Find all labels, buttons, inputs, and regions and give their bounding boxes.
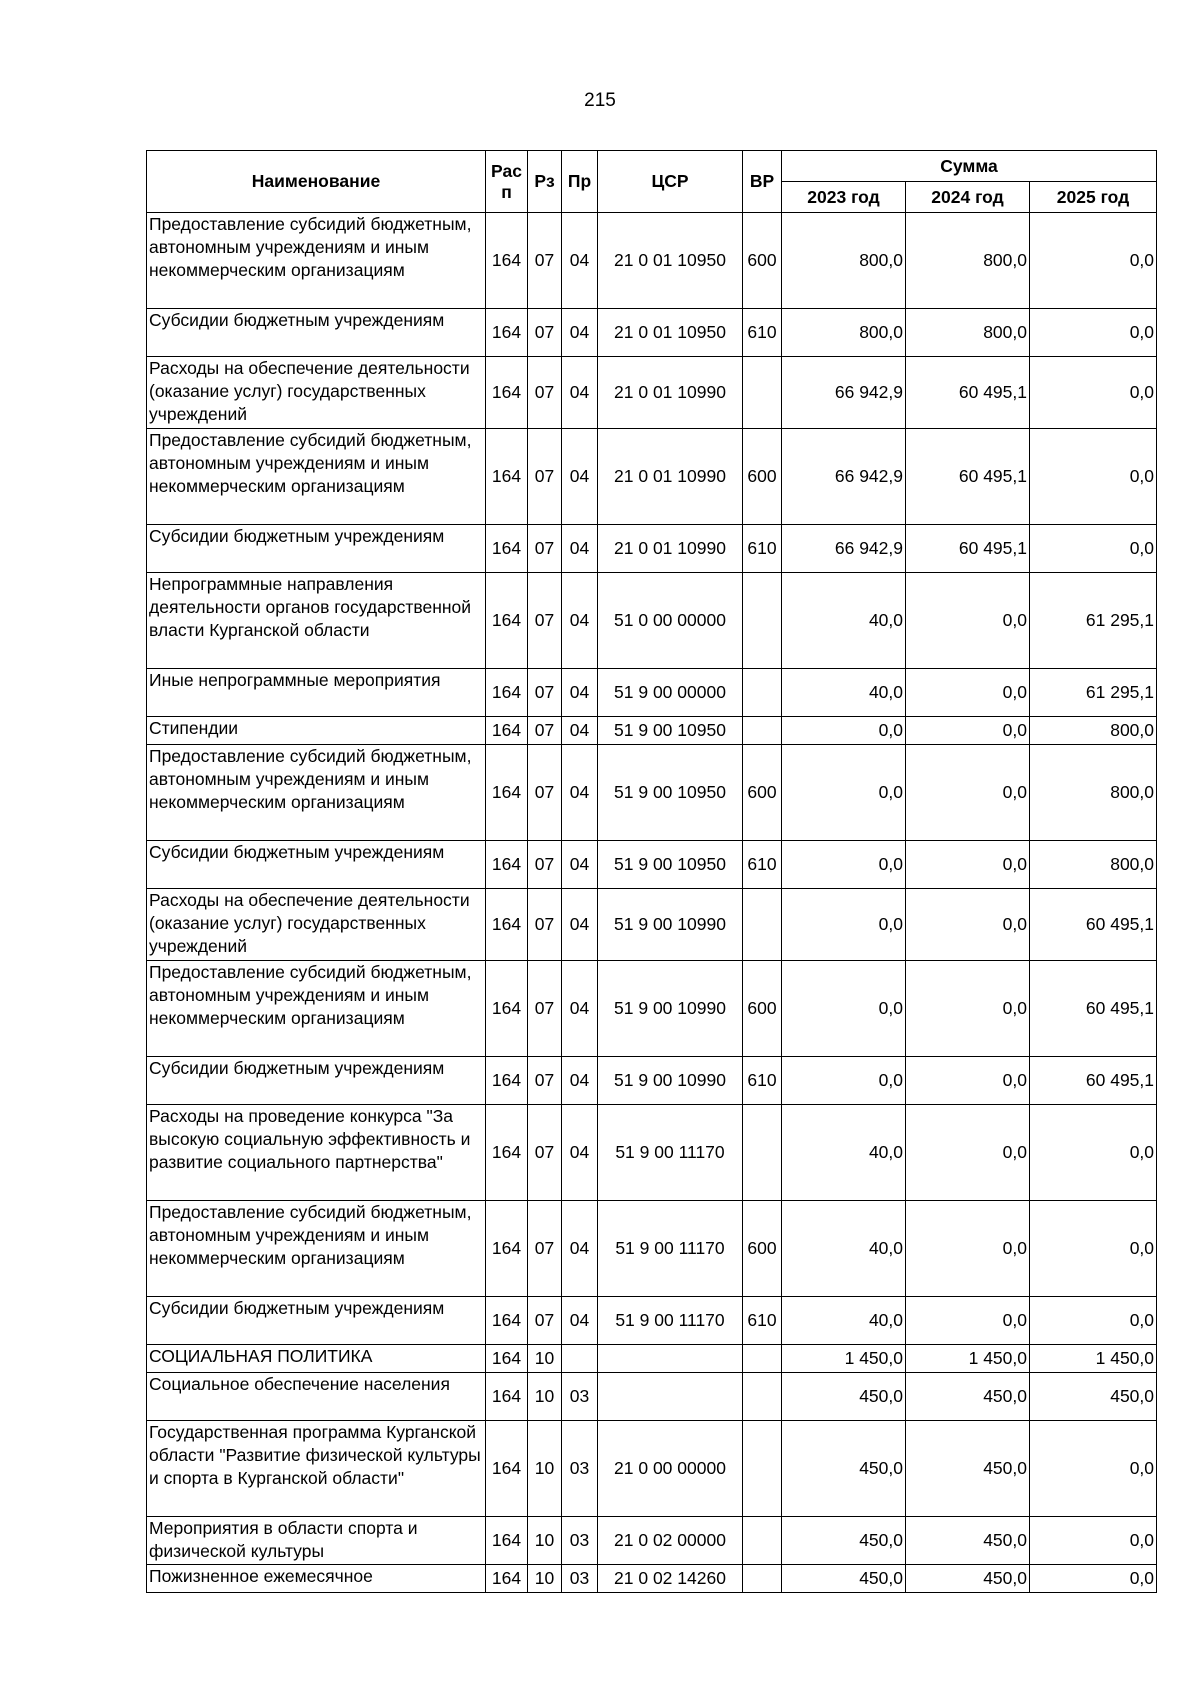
row-name: СОЦИАЛЬНАЯ ПОЛИТИКА (147, 1345, 486, 1373)
row-amount-2023: 40,0 (782, 1297, 906, 1345)
row-csr: 21 0 01 10990 (598, 525, 743, 573)
table-row (147, 573, 1157, 669)
row-amount-2024: 60 495,1 (906, 525, 1030, 573)
row-amount-2025: 0,0 (1030, 525, 1157, 573)
row-name: Мероприятия в области спорта и физической культуры (147, 1517, 486, 1565)
row-rz: 07 (528, 669, 562, 717)
row-name: Расходы на обеспечение деятельности (оказание услуг) государственных учреждений (147, 357, 486, 429)
row-pr: 04 (562, 841, 598, 889)
row-pr: 03 (562, 1421, 598, 1517)
row-rasp: 164 (486, 525, 528, 573)
row-vr: 610 (743, 525, 782, 573)
header-summa: Сумма (782, 151, 1157, 182)
row-pr: 03 (562, 1373, 598, 1421)
table-row (147, 717, 1157, 745)
row-vr (743, 1373, 782, 1421)
row-csr: 51 9 00 10990 (598, 961, 743, 1057)
row-amount-2025: 61 295,1 (1030, 669, 1157, 717)
row-amount-2025: 0,0 (1030, 429, 1157, 525)
row-amount-2023: 0,0 (782, 841, 906, 889)
row-vr: 600 (743, 745, 782, 841)
row-vr: 600 (743, 1201, 782, 1297)
row-name: Субсидии бюджетным учреждениям (147, 309, 486, 357)
row-amount-2023: 800,0 (782, 309, 906, 357)
row-vr (743, 1565, 782, 1593)
row-amount-2025: 1 450,0 (1030, 1345, 1157, 1373)
row-amount-2024: 0,0 (906, 961, 1030, 1057)
page-number: 215 (584, 90, 616, 111)
budget-table (146, 150, 1157, 1593)
row-rz: 07 (528, 213, 562, 309)
table-row (147, 1517, 1157, 1565)
header-year-2024: 2024 год (906, 182, 1030, 213)
row-amount-2023: 66 942,9 (782, 357, 906, 429)
row-amount-2025: 0,0 (1030, 1105, 1157, 1201)
row-vr (743, 717, 782, 745)
table-row (147, 1297, 1157, 1345)
table-row (147, 1421, 1157, 1517)
row-csr: 21 0 01 10950 (598, 309, 743, 357)
row-pr: 04 (562, 745, 598, 841)
row-name: Государственная программа Курганской области "Развитие физической культуры и спорта в Курганской области" (147, 1421, 486, 1517)
row-vr (743, 1421, 782, 1517)
row-amount-2025: 0,0 (1030, 1297, 1157, 1345)
row-amount-2023: 450,0 (782, 1517, 906, 1565)
row-amount-2025: 60 495,1 (1030, 961, 1157, 1057)
row-csr: 21 0 02 00000 (598, 1517, 743, 1565)
header-name: Наименование (147, 151, 486, 213)
row-amount-2025: 0,0 (1030, 213, 1157, 309)
table-row (147, 1373, 1157, 1421)
row-vr: 600 (743, 961, 782, 1057)
row-rz: 10 (528, 1373, 562, 1421)
row-amount-2024: 1 450,0 (906, 1345, 1030, 1373)
row-amount-2024: 0,0 (906, 889, 1030, 961)
header-pr: Пр (562, 151, 598, 213)
row-amount-2024: 0,0 (906, 1057, 1030, 1105)
row-pr: 03 (562, 1517, 598, 1565)
row-csr (598, 1373, 743, 1421)
row-rasp: 164 (486, 889, 528, 961)
row-rz: 10 (528, 1421, 562, 1517)
row-amount-2024: 0,0 (906, 669, 1030, 717)
row-pr: 04 (562, 357, 598, 429)
row-rasp: 164 (486, 1373, 528, 1421)
row-amount-2025: 450,0 (1030, 1373, 1157, 1421)
row-pr: 04 (562, 889, 598, 961)
row-vr (743, 889, 782, 961)
row-rasp: 164 (486, 669, 528, 717)
row-rasp: 164 (486, 717, 528, 745)
row-csr: 21 0 02 14260 (598, 1565, 743, 1593)
row-vr (743, 1345, 782, 1373)
header-vr: ВР (743, 151, 782, 213)
row-rz: 07 (528, 525, 562, 573)
row-name: Стипендии (147, 717, 486, 745)
row-rasp: 164 (486, 1297, 528, 1345)
row-csr: 21 0 00 00000 (598, 1421, 743, 1517)
row-amount-2024: 800,0 (906, 213, 1030, 309)
row-vr: 610 (743, 309, 782, 357)
row-rasp: 164 (486, 357, 528, 429)
header-year-2023: 2023 год (782, 182, 906, 213)
row-rz: 07 (528, 309, 562, 357)
row-pr: 04 (562, 961, 598, 1057)
row-amount-2023: 66 942,9 (782, 525, 906, 573)
row-rz: 07 (528, 841, 562, 889)
row-vr (743, 1105, 782, 1201)
row-csr: 51 9 00 10990 (598, 1057, 743, 1105)
row-amount-2025: 0,0 (1030, 309, 1157, 357)
row-rasp: 164 (486, 309, 528, 357)
row-csr: 51 0 00 00000 (598, 573, 743, 669)
row-name: Пожизненное ежемесячное (147, 1565, 486, 1593)
table-row (147, 1057, 1157, 1105)
row-rasp: 164 (486, 213, 528, 309)
table-row (147, 309, 1157, 357)
row-amount-2025: 800,0 (1030, 745, 1157, 841)
row-name: Предоставление субсидий бюджетным, автономным учреждениям и иным некоммерческим организациям (147, 745, 486, 841)
table-row (147, 429, 1157, 525)
row-amount-2024: 60 495,1 (906, 357, 1030, 429)
row-amount-2023: 40,0 (782, 1105, 906, 1201)
row-rz: 07 (528, 745, 562, 841)
row-amount-2024: 450,0 (906, 1517, 1030, 1565)
row-amount-2025: 800,0 (1030, 841, 1157, 889)
row-rasp: 164 (486, 841, 528, 889)
row-amount-2023: 40,0 (782, 669, 906, 717)
row-name: Субсидии бюджетным учреждениям (147, 1297, 486, 1345)
row-rasp: 164 (486, 1057, 528, 1105)
table-row (147, 1345, 1157, 1373)
row-pr: 04 (562, 213, 598, 309)
row-name: Непрограммные направления деятельности органов государственной власти Курганской области (147, 573, 486, 669)
row-csr: 21 0 01 10950 (598, 213, 743, 309)
row-name: Предоставление субсидий бюджетным, автономным учреждениям и иным некоммерческим организациям (147, 961, 486, 1057)
row-pr: 03 (562, 1565, 598, 1593)
row-csr: 51 9 00 10950 (598, 841, 743, 889)
row-pr: 04 (562, 1057, 598, 1105)
row-rz: 07 (528, 573, 562, 669)
row-amount-2024: 0,0 (906, 1297, 1030, 1345)
row-rz: 07 (528, 429, 562, 525)
row-pr (562, 1345, 598, 1373)
row-pr: 04 (562, 525, 598, 573)
table-row (147, 1105, 1157, 1201)
table-row (147, 669, 1157, 717)
row-amount-2025: 60 495,1 (1030, 889, 1157, 961)
row-rz: 07 (528, 1105, 562, 1201)
row-csr: 21 0 01 10990 (598, 357, 743, 429)
row-csr: 51 9 00 11170 (598, 1297, 743, 1345)
row-rasp: 164 (486, 1201, 528, 1297)
header-row (147, 151, 1157, 182)
row-csr: 51 9 00 00000 (598, 669, 743, 717)
row-amount-2023: 0,0 (782, 961, 906, 1057)
table-row (147, 213, 1157, 309)
row-pr: 04 (562, 1297, 598, 1345)
row-rasp: 164 (486, 429, 528, 525)
row-name: Иные непрограммные мероприятия (147, 669, 486, 717)
row-amount-2024: 0,0 (906, 841, 1030, 889)
row-pr: 04 (562, 717, 598, 745)
row-amount-2024: 0,0 (906, 745, 1030, 841)
row-pr: 04 (562, 429, 598, 525)
table-row (147, 961, 1157, 1057)
row-amount-2024: 450,0 (906, 1421, 1030, 1517)
table-row (147, 525, 1157, 573)
row-rasp: 164 (486, 961, 528, 1057)
header-csr: ЦСР (598, 151, 743, 213)
row-amount-2024: 0,0 (906, 1201, 1030, 1297)
row-pr: 04 (562, 669, 598, 717)
row-csr: 51 9 00 10950 (598, 717, 743, 745)
row-rz: 10 (528, 1565, 562, 1593)
table-row (147, 889, 1157, 961)
header-rasp: Рас п (486, 151, 528, 213)
row-csr: 21 0 01 10990 (598, 429, 743, 525)
row-amount-2023: 450,0 (782, 1565, 906, 1593)
row-name: Субсидии бюджетным учреждениям (147, 841, 486, 889)
row-vr: 600 (743, 429, 782, 525)
row-amount-2023: 40,0 (782, 1201, 906, 1297)
row-rasp: 164 (486, 1517, 528, 1565)
row-amount-2024: 800,0 (906, 309, 1030, 357)
row-rasp: 164 (486, 1565, 528, 1593)
row-rz: 07 (528, 889, 562, 961)
row-vr (743, 669, 782, 717)
row-csr: 51 9 00 10950 (598, 745, 743, 841)
row-vr (743, 357, 782, 429)
row-csr: 51 9 00 10990 (598, 889, 743, 961)
row-amount-2023: 0,0 (782, 717, 906, 745)
row-rz: 10 (528, 1345, 562, 1373)
row-amount-2024: 0,0 (906, 717, 1030, 745)
table-row (147, 1565, 1157, 1593)
row-amount-2025: 0,0 (1030, 1421, 1157, 1517)
row-name: Субсидии бюджетным учреждениям (147, 1057, 486, 1105)
row-vr: 610 (743, 1297, 782, 1345)
row-amount-2025: 60 495,1 (1030, 1057, 1157, 1105)
table-row (147, 745, 1157, 841)
row-amount-2023: 450,0 (782, 1421, 906, 1517)
row-amount-2023: 800,0 (782, 213, 906, 309)
row-rz: 07 (528, 357, 562, 429)
row-pr: 04 (562, 1105, 598, 1201)
row-rasp: 164 (486, 745, 528, 841)
row-rasp: 164 (486, 1421, 528, 1517)
row-amount-2023: 0,0 (782, 745, 906, 841)
row-rz: 07 (528, 1057, 562, 1105)
row-amount-2023: 1 450,0 (782, 1345, 906, 1373)
table-body (147, 213, 1157, 1593)
table-row (147, 357, 1157, 429)
row-rz: 07 (528, 1297, 562, 1345)
row-name: Субсидии бюджетным учреждениям (147, 525, 486, 573)
row-vr: 610 (743, 841, 782, 889)
row-pr: 04 (562, 309, 598, 357)
row-rz: 07 (528, 1201, 562, 1297)
row-amount-2024: 450,0 (906, 1373, 1030, 1421)
row-rasp: 164 (486, 1105, 528, 1201)
row-amount-2023: 450,0 (782, 1373, 906, 1421)
row-csr: 51 9 00 11170 (598, 1201, 743, 1297)
row-amount-2023: 40,0 (782, 573, 906, 669)
row-vr: 600 (743, 213, 782, 309)
row-rz: 07 (528, 961, 562, 1057)
row-name: Предоставление субсидий бюджетным, автономным учреждениям и иным некоммерческим организациям (147, 213, 486, 309)
row-amount-2023: 66 942,9 (782, 429, 906, 525)
row-amount-2025: 0,0 (1030, 1565, 1157, 1593)
row-rz: 07 (528, 717, 562, 745)
row-name: Предоставление субсидий бюджетным, автономным учреждениям и иным некоммерческим организациям (147, 1201, 486, 1297)
row-name: Социальное обеспечение населения (147, 1373, 486, 1421)
row-csr: 51 9 00 11170 (598, 1105, 743, 1201)
table-row (147, 1201, 1157, 1297)
row-rz: 10 (528, 1517, 562, 1565)
row-name: Расходы на обеспечение деятельности (оказание услуг) государственных учреждений (147, 889, 486, 961)
row-vr (743, 1517, 782, 1565)
row-amount-2024: 0,0 (906, 1105, 1030, 1201)
row-amount-2025: 61 295,1 (1030, 573, 1157, 669)
row-vr: 610 (743, 1057, 782, 1105)
row-amount-2025: 0,0 (1030, 1201, 1157, 1297)
row-amount-2024: 0,0 (906, 573, 1030, 669)
header-rz: Рз (528, 151, 562, 213)
row-amount-2025: 0,0 (1030, 1517, 1157, 1565)
header-year-2025: 2025 год (1030, 182, 1157, 213)
row-amount-2023: 0,0 (782, 1057, 906, 1105)
row-pr: 04 (562, 573, 598, 669)
row-amount-2024: 450,0 (906, 1565, 1030, 1593)
row-vr (743, 573, 782, 669)
row-amount-2024: 60 495,1 (906, 429, 1030, 525)
table-row (147, 841, 1157, 889)
row-rasp: 164 (486, 1345, 528, 1373)
row-amount-2025: 800,0 (1030, 717, 1157, 745)
row-rasp: 164 (486, 573, 528, 669)
row-amount-2023: 0,0 (782, 889, 906, 961)
row-amount-2025: 0,0 (1030, 357, 1157, 429)
row-name: Расходы на проведение конкурса "За высокую социальную эффективность и развитие социального партнерства" (147, 1105, 486, 1201)
row-pr: 04 (562, 1201, 598, 1297)
row-csr (598, 1345, 743, 1373)
row-name: Предоставление субсидий бюджетным, автономным учреждениям и иным некоммерческим организациям (147, 429, 486, 525)
